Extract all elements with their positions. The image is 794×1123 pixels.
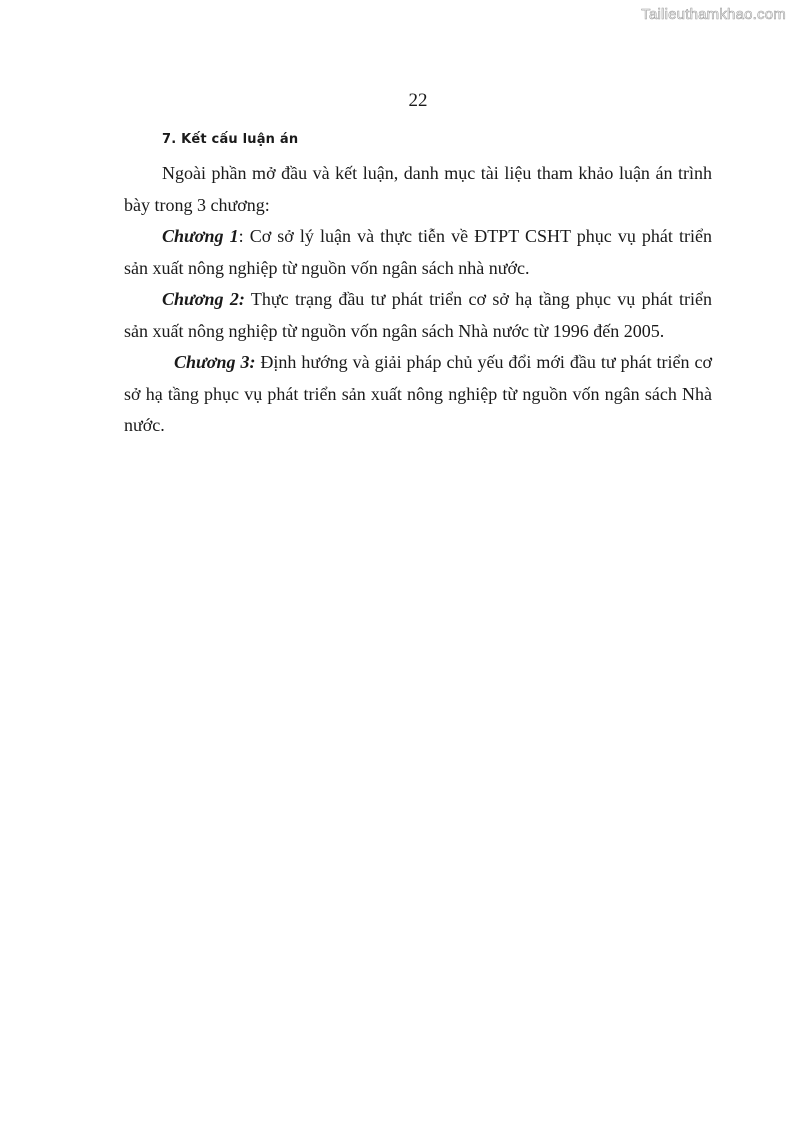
chapter-2-paragraph [124,284,712,347]
chapter-1-separator: : [238,226,250,246]
chapter-2-text: Thực trạng đầu tư phát triển cơ sở hạ tầng phục vụ phát triển sản xuất nông nghiệp từ nguồn vốn ngân sách Nhà nước từ 1996 đến 2005. [124,289,712,341]
section-heading: 7. Kết cấu luận án [162,132,299,147]
chapter-1-label: Chương 1 [162,226,239,246]
chapter-3-text: Định hướng và giải pháp chủ yếu đổi mới đầu tư phát triển cơ sở hạ tầng phục vụ phát triển sản xuất nông nghiệp từ nguồn vốn ngân sách Nhà nước. [124,352,713,435]
watermark: Tailieuthamkhao.com [641,6,786,23]
document-body [124,128,712,442]
chapter-3-label: Chương 3: [174,352,256,372]
page-number: 22 [408,90,428,111]
chapter-3-paragraph [124,347,712,442]
intro-paragraph: Ngoài phần mở đầu và kết luận, danh mục tài liệu tham khảo luận án trình bày trong 3 chương: [124,163,712,215]
chapter-1-text: Cơ sở lý luận và thực tiễn về ĐTPT CSHT phục vụ phát triển sản xuất nông nghiệp từ nguồn vốn ngân sách nhà nước. [124,226,712,278]
chapter-2-label: Chương 2: [162,289,245,309]
chapter-1-paragraph [124,221,712,284]
